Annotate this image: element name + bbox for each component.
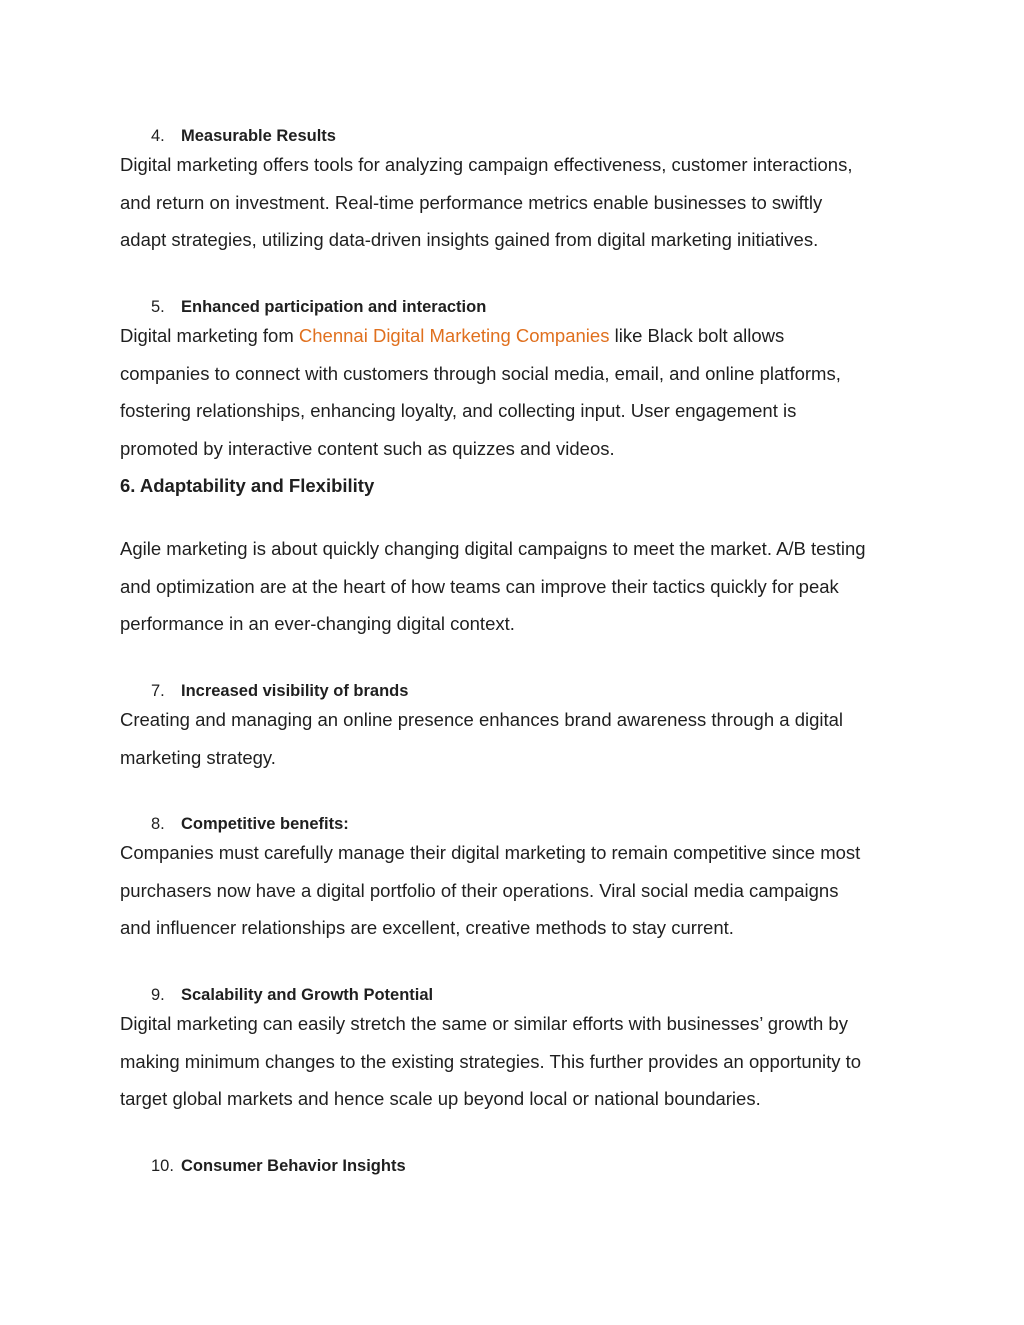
list-number: 5. (151, 298, 165, 316)
section-heading-9 (151, 985, 434, 1005)
section-paragraph-6 (120, 530, 910, 643)
section-title: Scalability and Growth Potential (181, 986, 434, 1004)
section-heading-5 (151, 297, 487, 317)
paragraph-line: Digital marketing can easily stretch the same or similar efforts with businesses’ growth by (120, 1013, 848, 1034)
text-before-link: Digital marketing fom (120, 325, 299, 346)
paragraph-line: adapt strategies, utilizing data-driven insights gained from digital marketing initiatives. (120, 229, 819, 250)
section-heading-4 (151, 126, 336, 146)
list-number: 10. (151, 1157, 174, 1175)
section-paragraph-8 (120, 834, 910, 947)
paragraph-line: marketing strategy. (120, 746, 276, 768)
text-after-link: like Black bolt allows (609, 325, 785, 346)
list-number: 9. (151, 986, 165, 1004)
paragraph-line: Creating and managing an online presence enhances brand awareness through a digital (120, 709, 844, 730)
section-title: Increased visibility of brands (181, 682, 409, 700)
paragraph-line: Agile marketing is about quickly changing digital campaigns to meet the market. A/B testing (120, 538, 866, 559)
section-title: Consumer Behavior Insights (181, 1157, 406, 1175)
paragraph-line (120, 317, 910, 355)
paragraph-line: promoted by interactive content such as quizzes and videos. (120, 437, 615, 459)
section-paragraph-5 (120, 317, 910, 467)
section-title: Competitive benefits: (181, 815, 349, 833)
paragraph-line: fostering relationships, enhancing loyalty, and collecting input. User engagement is (120, 400, 797, 421)
paragraph-line: performance in an ever-changing digital context. (120, 613, 515, 634)
section-title: Measurable Results (181, 127, 336, 145)
section-paragraph-7 (120, 701, 910, 776)
paragraph-line: and influencer relationships are excellent, creative methods to stay current. (120, 917, 734, 938)
paragraph-line: Companies must carefully manage their digital marketing to remain competitive since most (120, 842, 861, 863)
list-number: 4. (151, 127, 165, 145)
paragraph-line: making minimum changes to the existing strategies. This further provides an opportunity to (120, 1050, 862, 1072)
section-title: Enhanced participation and interaction (181, 298, 487, 316)
section-heading-10 (151, 1156, 406, 1176)
paragraph-line: Digital marketing offers tools for analyzing campaign effectiveness, customer interactions, (120, 154, 853, 175)
section-paragraph-4 (120, 146, 910, 259)
section-heading-6: 6. Adaptability and Flexibility (120, 475, 375, 496)
section-heading-8 (151, 814, 349, 834)
list-number: 7. (151, 682, 165, 700)
section-paragraph-9 (120, 1005, 910, 1118)
chennai-digital-marketing-link[interactable]: Chennai Digital Marketing Companies (298, 325, 610, 346)
list-number: 8. (151, 815, 165, 833)
paragraph-line: and optimization are at the heart of how teams can improve their tactics quickly for peak (120, 575, 839, 597)
paragraph-line: companies to connect with customers through social media, email, and online platforms, (120, 362, 841, 384)
paragraph-line: target global markets and hence scale up beyond local or national boundaries. (120, 1088, 761, 1109)
section-heading-7 (151, 681, 409, 701)
paragraph-line: and return on investment. Real-time performance metrics enable businesses to swiftly (120, 191, 823, 213)
paragraph-line: purchasers now have a digital portfolio of their operations. Viral social media campaigns (120, 879, 839, 901)
